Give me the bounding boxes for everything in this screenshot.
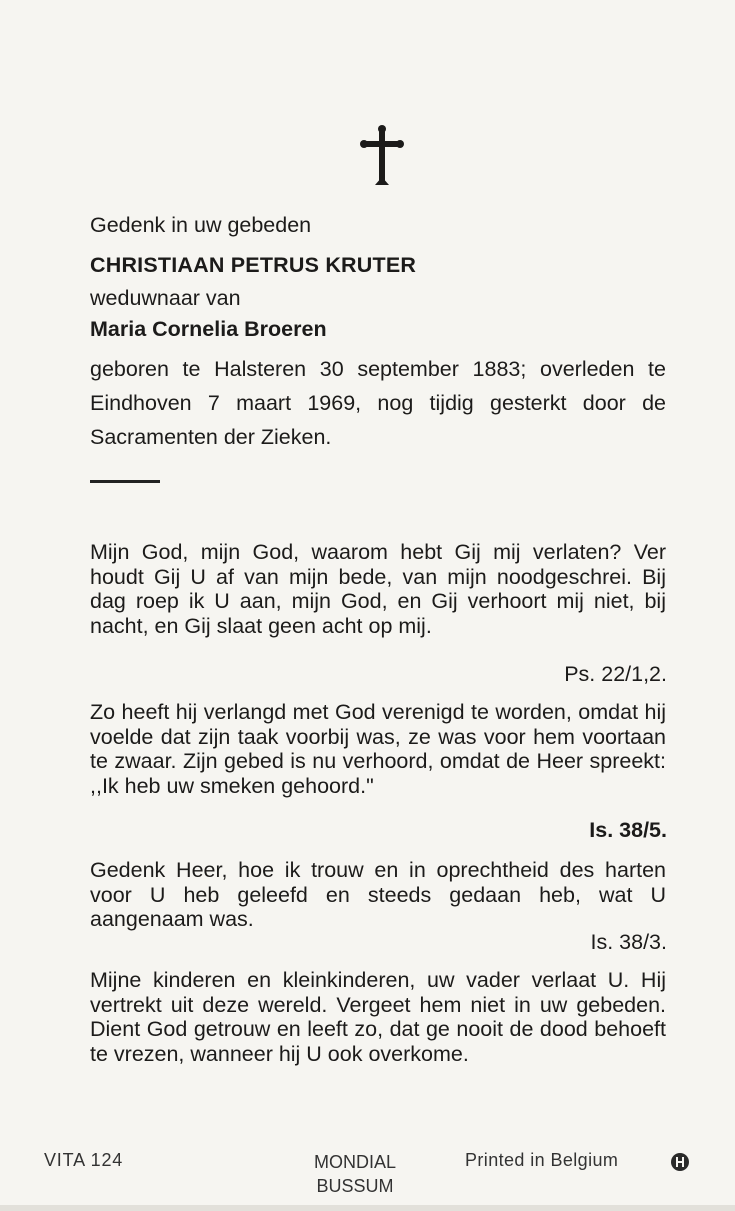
verse-2-reference: Is. 38/5. xyxy=(589,818,667,842)
publisher xyxy=(300,1150,410,1198)
relation-text: weduwnaar van xyxy=(90,286,241,310)
verse-1: Mijn God, mijn God, waarom hebt Gij mij verlaten? Ver houdt Gij U af van mijn bede, van mijn noodgeschrei. Bij dag roep ik U aan, mijn God, en Gij verhoort mij niet, bij nacht, en Gij slaat geen acht op mij. xyxy=(90,540,666,638)
verse-3-reference: Is. 38/3. xyxy=(590,930,667,954)
verse-4: Mijne kinderen en kleinkinderen, uw vader verlaat U. Hij vertrekt uit deze wereld. Vergeet hem niet in uw gebeden. Dient God getrouw en leeft zo, dat ge nooit de dood behoeft te vrezen, wanneer hij U ook overkome. xyxy=(90,968,666,1066)
greeting: Gedenk in uw gebeden xyxy=(90,213,312,237)
divider xyxy=(90,480,160,483)
printed-in: Printed in Belgium xyxy=(465,1150,619,1170)
verse-1-reference: Ps. 22/1,2. xyxy=(564,662,667,686)
verse-2: Zo heeft hij verlangd met God verenigd te worden, omdat hij voelde dat zijn taak voorbij was, ze was voor hem voortaan te zwaar. Zijn gebed is nu verhoord, omdat de Heer spreekt: ,,Ik heb uw smeken gehoord." xyxy=(90,700,666,798)
verse-3: Gedenk Heer, hoe ik trouw en in oprechtheid des harten voor U heb geleefd en steeds gedaan heb, wat U aangenaam was. xyxy=(90,858,666,931)
cross-icon xyxy=(360,125,404,189)
biography: geboren te Halsteren 30 september 1883; overleden te Eindhoven 7 maart 1969, nog tijdig gesterkt door de Sacramenten der Zieken. xyxy=(90,357,666,449)
series-number: VITA 124 xyxy=(44,1150,124,1170)
spouse-name: Maria Cornelia Broeren xyxy=(90,317,327,341)
publisher-line-2: BUSSUM xyxy=(316,1176,394,1196)
deceased-name: CHRISTIAAN PETRUS KRUTER xyxy=(90,253,417,277)
printer-logo-icon xyxy=(670,1152,690,1172)
publisher-line-1: MONDIAL xyxy=(313,1152,396,1172)
card-bottom-edge xyxy=(0,1205,735,1211)
